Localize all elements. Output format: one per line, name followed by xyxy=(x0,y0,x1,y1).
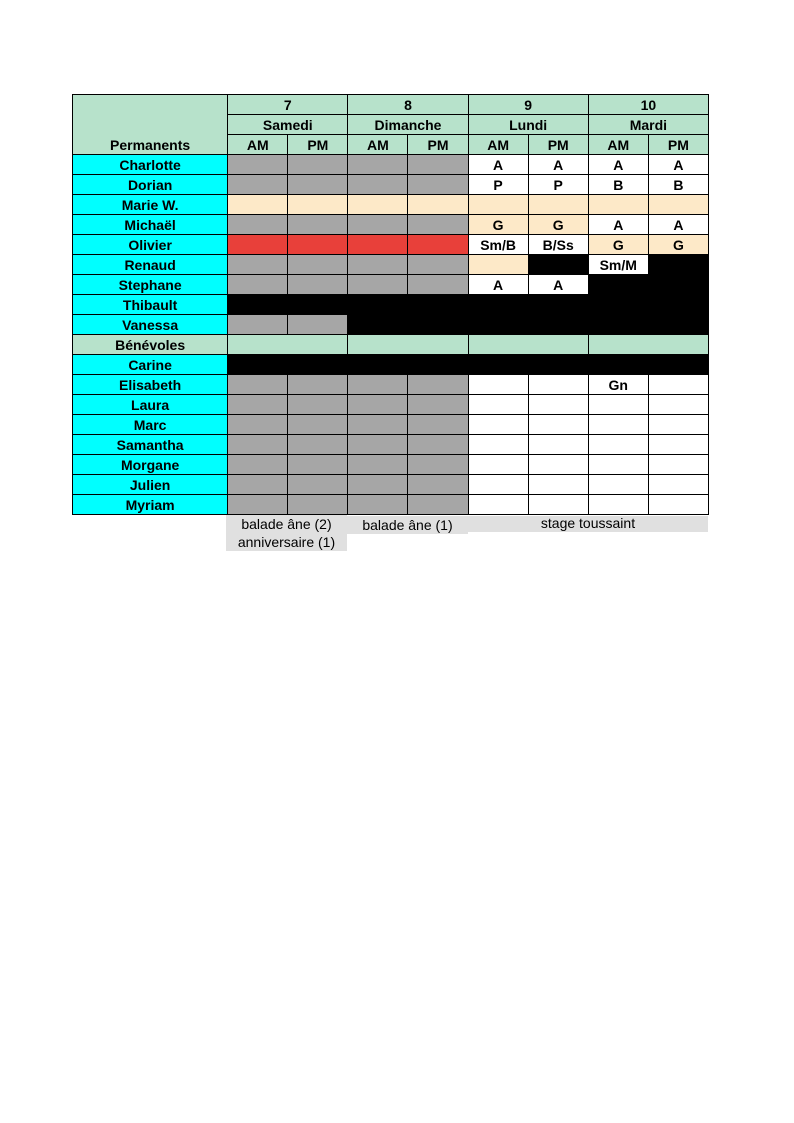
person-row xyxy=(73,375,709,395)
schedule-table xyxy=(72,94,709,515)
person-row xyxy=(73,195,709,215)
schedule-cell xyxy=(648,255,708,275)
schedule-cell xyxy=(348,235,408,255)
person-name: Marie W. xyxy=(73,195,228,215)
schedule-cell xyxy=(408,295,468,315)
schedule-cell: A xyxy=(528,275,588,295)
day-number: 8 xyxy=(348,95,468,115)
schedule-cell xyxy=(648,455,708,475)
schedule-cell xyxy=(528,255,588,275)
day-number: 7 xyxy=(228,95,348,115)
schedule-cell xyxy=(228,355,288,375)
person-name: Renaud xyxy=(73,255,228,275)
day-name: Dimanche xyxy=(348,115,468,135)
schedule-cell: G xyxy=(648,235,708,255)
person-name: Myriam xyxy=(73,495,228,515)
schedule-cell xyxy=(648,475,708,495)
schedule-cell xyxy=(348,295,408,315)
schedule-cell xyxy=(408,475,468,495)
schedule-cell xyxy=(468,475,528,495)
schedule-cell xyxy=(648,415,708,435)
schedule-cell: P xyxy=(468,175,528,195)
schedule-cell xyxy=(468,195,528,215)
person-row xyxy=(73,495,709,515)
schedule-cell xyxy=(288,255,348,275)
day-name: Samedi xyxy=(228,115,348,135)
schedule-cell xyxy=(468,495,528,515)
schedule-cell xyxy=(468,415,528,435)
schedule-cell xyxy=(288,195,348,215)
schedule-cell xyxy=(228,275,288,295)
schedule-cell xyxy=(408,315,468,335)
schedule-cell xyxy=(588,435,648,455)
schedule-cell xyxy=(588,395,648,415)
schedule-cell xyxy=(348,495,408,515)
schedule-cell xyxy=(228,475,288,495)
schedule-cell xyxy=(648,375,708,395)
section-spacer-cell xyxy=(348,335,468,355)
schedule-cell xyxy=(408,355,468,375)
person-row xyxy=(73,435,709,455)
schedule-cell xyxy=(288,475,348,495)
schedule-cell xyxy=(468,255,528,275)
schedule-cell xyxy=(648,395,708,415)
schedule-cell: B xyxy=(648,175,708,195)
slot-am-label: AM xyxy=(228,135,288,155)
schedule-cell xyxy=(648,435,708,455)
schedule-cell: A xyxy=(468,275,528,295)
person-name: Julien xyxy=(73,475,228,495)
section-spacer-cell xyxy=(468,335,588,355)
slot-pm-label: PM xyxy=(648,135,708,155)
schedule-cell xyxy=(588,495,648,515)
schedule-cell xyxy=(228,435,288,455)
slot-am-label: AM xyxy=(468,135,528,155)
schedule-cell xyxy=(348,195,408,215)
schedule-cell xyxy=(408,195,468,215)
schedule-cell xyxy=(528,455,588,475)
schedule-cell xyxy=(288,375,348,395)
schedule-cell xyxy=(348,215,408,235)
schedule-cell xyxy=(468,315,528,335)
schedule-cell xyxy=(468,295,528,315)
person-name: Stephane xyxy=(73,275,228,295)
person-row xyxy=(73,315,709,335)
schedule-cell xyxy=(288,215,348,235)
schedule-cell xyxy=(528,355,588,375)
schedule-cell xyxy=(588,475,648,495)
schedule-cell xyxy=(228,235,288,255)
schedule-cell xyxy=(228,315,288,335)
person-row xyxy=(73,235,709,255)
schedule-cell xyxy=(528,395,588,415)
schedule-cell: B xyxy=(588,175,648,195)
schedule-cell xyxy=(588,295,648,315)
schedule-cell xyxy=(228,495,288,515)
schedule-cell xyxy=(408,395,468,415)
person-row xyxy=(73,395,709,415)
schedule-cell xyxy=(228,155,288,175)
schedule-cell xyxy=(468,395,528,415)
schedule-cell xyxy=(408,455,468,475)
person-row xyxy=(73,215,709,235)
section-spacer-cell xyxy=(588,335,708,355)
note-samedi-balade: balade âne (2) xyxy=(226,515,347,533)
schedule-cell xyxy=(228,395,288,415)
schedule-cell xyxy=(648,295,708,315)
day-name: Lundi xyxy=(468,115,588,135)
schedule-cell xyxy=(528,495,588,515)
schedule-cell xyxy=(408,375,468,395)
schedule-cell xyxy=(468,355,528,375)
section-spacer-cell xyxy=(228,335,348,355)
schedule-cell xyxy=(288,315,348,335)
schedule-cell: A xyxy=(648,155,708,175)
schedule-cell xyxy=(348,355,408,375)
schedule-cell xyxy=(648,275,708,295)
schedule-cell xyxy=(348,255,408,275)
schedule-cell: Gn xyxy=(588,375,648,395)
day-name: Mardi xyxy=(588,115,708,135)
schedule-cell xyxy=(408,215,468,235)
schedule-cell xyxy=(228,195,288,215)
schedule-cell xyxy=(408,155,468,175)
person-name: Michaël xyxy=(73,215,228,235)
schedule-cell xyxy=(348,435,408,455)
schedule-cell xyxy=(408,175,468,195)
person-row xyxy=(73,455,709,475)
person-name: Elisabeth xyxy=(73,375,228,395)
schedule-cell xyxy=(408,275,468,295)
planning-sheet xyxy=(72,94,709,515)
schedule-cell xyxy=(528,475,588,495)
person-name: Olivier xyxy=(73,235,228,255)
slot-am-label: AM xyxy=(588,135,648,155)
schedule-cell xyxy=(528,315,588,335)
schedule-cell xyxy=(588,195,648,215)
schedule-cell xyxy=(228,415,288,435)
person-name: Charlotte xyxy=(73,155,228,175)
schedule-cell xyxy=(348,395,408,415)
person-row xyxy=(73,155,709,175)
schedule-cell xyxy=(468,435,528,455)
schedule-cell xyxy=(528,375,588,395)
schedule-cell: A xyxy=(588,155,648,175)
schedule-cell: G xyxy=(528,215,588,235)
schedule-cell: Sm/M xyxy=(588,255,648,275)
slot-pm-label: PM xyxy=(408,135,468,155)
schedule-cell xyxy=(288,355,348,375)
person-row xyxy=(73,475,709,495)
schedule-cell xyxy=(348,455,408,475)
benevoles-header: Bénévoles xyxy=(73,335,228,355)
schedule-cell xyxy=(528,295,588,315)
schedule-cell xyxy=(408,435,468,455)
schedule-cell: G xyxy=(588,235,648,255)
schedule-cell xyxy=(228,375,288,395)
slot-pm-label: PM xyxy=(288,135,348,155)
day-number: 9 xyxy=(468,95,588,115)
schedule-cell xyxy=(348,175,408,195)
person-name: Dorian xyxy=(73,175,228,195)
schedule-cell xyxy=(528,435,588,455)
schedule-cell xyxy=(288,455,348,475)
schedule-cell xyxy=(228,295,288,315)
slot-pm-label: PM xyxy=(528,135,588,155)
person-row xyxy=(73,355,709,375)
schedule-cell: A xyxy=(468,155,528,175)
schedule-cell xyxy=(288,395,348,415)
schedule-cell xyxy=(288,295,348,315)
schedule-cell xyxy=(588,315,648,335)
schedule-cell xyxy=(288,235,348,255)
schedule-cell xyxy=(468,375,528,395)
schedule-cell: A xyxy=(528,155,588,175)
schedule-cell xyxy=(228,255,288,275)
person-name: Thibault xyxy=(73,295,228,315)
schedule-cell xyxy=(408,255,468,275)
person-name: Morgane xyxy=(73,455,228,475)
schedule-cell xyxy=(648,195,708,215)
schedule-cell xyxy=(588,415,648,435)
schedule-cell: Sm/B xyxy=(468,235,528,255)
schedule-cell xyxy=(288,435,348,455)
schedule-cell xyxy=(288,155,348,175)
schedule-cell xyxy=(588,355,648,375)
person-name: Vanessa xyxy=(73,315,228,335)
permanents-header: Permanents xyxy=(73,95,228,155)
schedule-cell xyxy=(468,455,528,475)
note-samedi-anniversaire: anniversaire (1) xyxy=(226,533,347,551)
schedule-cell xyxy=(408,415,468,435)
schedule-cell: B/Ss xyxy=(528,235,588,255)
schedule-cell xyxy=(528,195,588,215)
schedule-cell xyxy=(228,215,288,235)
schedule-cell xyxy=(348,315,408,335)
schedule-cell: G xyxy=(468,215,528,235)
person-row xyxy=(73,295,709,315)
schedule-cell xyxy=(348,415,408,435)
person-name: Marc xyxy=(73,415,228,435)
benevoles-section-row xyxy=(73,335,709,355)
schedule-cell xyxy=(408,495,468,515)
schedule-cell xyxy=(348,375,408,395)
schedule-cell xyxy=(348,275,408,295)
footnotes xyxy=(226,515,708,555)
person-name: Carine xyxy=(73,355,228,375)
schedule-cell xyxy=(288,415,348,435)
schedule-cell xyxy=(648,315,708,335)
note-stage-toussaint: stage toussaint xyxy=(468,516,708,532)
schedule-cell xyxy=(648,355,708,375)
schedule-cell xyxy=(528,415,588,435)
person-name: Laura xyxy=(73,395,228,415)
schedule-cell xyxy=(348,475,408,495)
schedule-cell xyxy=(228,455,288,475)
schedule-cell: A xyxy=(648,215,708,235)
schedule-cell xyxy=(288,175,348,195)
schedule-cell xyxy=(648,495,708,515)
schedule-cell xyxy=(288,275,348,295)
schedule-cell xyxy=(288,495,348,515)
schedule-cell xyxy=(228,175,288,195)
schedule-cell: P xyxy=(528,175,588,195)
slot-am-label: AM xyxy=(348,135,408,155)
schedule-cell xyxy=(588,275,648,295)
schedule-cell xyxy=(408,235,468,255)
person-row xyxy=(73,275,709,295)
schedule-cell xyxy=(588,455,648,475)
day-number: 10 xyxy=(588,95,708,115)
person-row xyxy=(73,175,709,195)
header-row-day-numbers xyxy=(73,95,709,115)
note-dimanche-balade: balade âne (1) xyxy=(347,516,468,534)
person-name: Samantha xyxy=(73,435,228,455)
schedule-cell: A xyxy=(588,215,648,235)
schedule-cell xyxy=(348,155,408,175)
person-row xyxy=(73,255,709,275)
person-row xyxy=(73,415,709,435)
